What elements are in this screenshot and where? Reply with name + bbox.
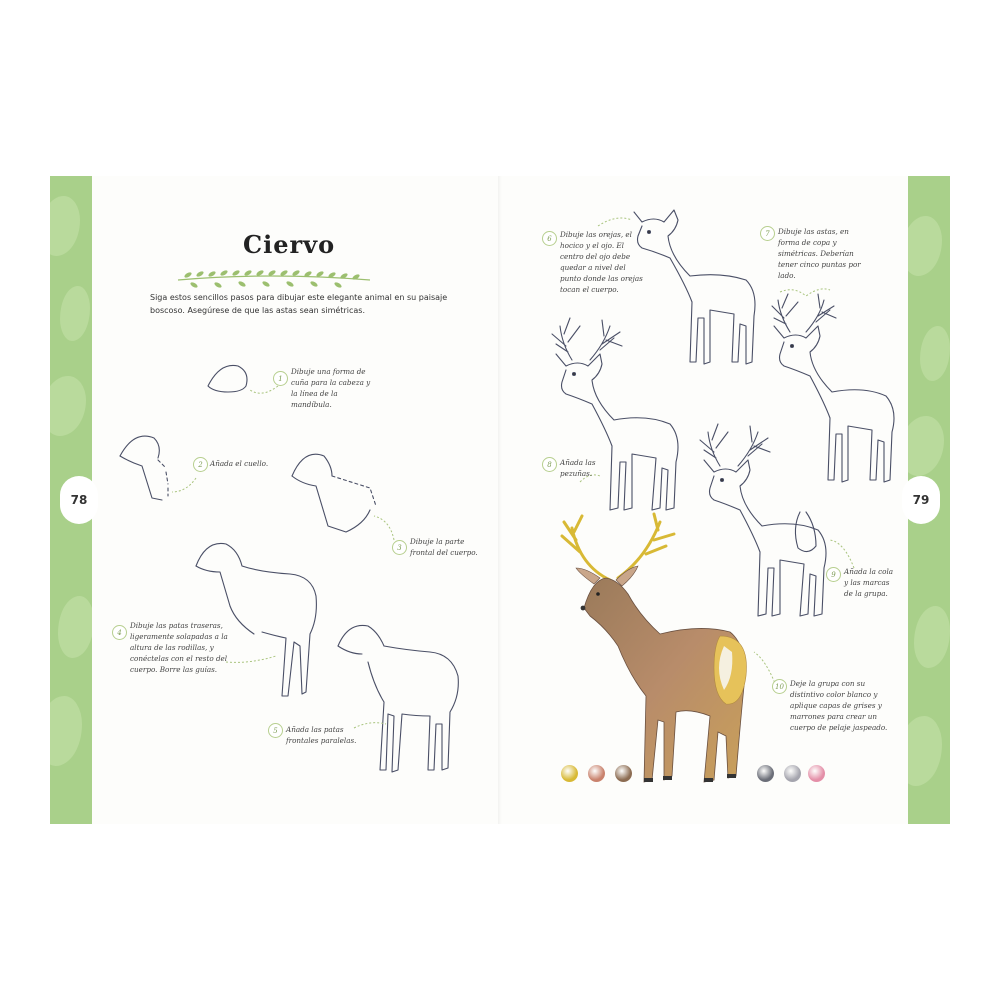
color-swatch <box>757 765 774 782</box>
step-badge: 7 <box>760 226 775 241</box>
color-swatch <box>615 765 632 782</box>
step-badge: 9 <box>826 567 841 582</box>
page-number-left: 78 <box>60 476 98 524</box>
step-text: Dibuje las astas, en forma de copa y simétricas. Deberían tener cinco puntas por lado. <box>778 227 861 280</box>
color-swatch <box>561 765 578 782</box>
step-text: Añada las pezuñas. <box>560 458 596 478</box>
step-text: Dibuje las patas traseras, ligeramente solapadas a la altura de las rodillas, y conéctelas con el resto del cuerpo. Borre las guías. <box>130 621 228 674</box>
step-text: Dibuje la parte frontal del cuerpo. <box>410 537 478 557</box>
page-title: Ciervo <box>243 230 336 259</box>
step-badge: 1 <box>273 371 288 386</box>
step-text: Dibuje las orejas, el hocico y el ojo. El centro del ojo debe quedar a nivel del punto donde las orejas tocan el cuerpo. <box>560 230 643 294</box>
color-swatch <box>784 765 801 782</box>
step-text: Deje la grupa con su distintivo color blanco y aplique capas de grises y marrones para crear un cuerpo de pelaje jaspeado. <box>790 679 888 732</box>
step-text: Añada las patas frontales paralelas. <box>286 725 357 745</box>
step-badge: 10 <box>772 679 787 694</box>
step-badge: 8 <box>542 457 557 472</box>
step-badge: 6 <box>542 231 557 246</box>
intro-paragraph: Siga estos sencillos pasos para dibujar este elegante animal en su paisaje boscoso. Asegúrese de que las astas sean simétricas. <box>150 293 448 315</box>
step-badge: 3 <box>392 540 407 555</box>
step-text: Añada el cuello. <box>210 459 269 468</box>
step-badge: 5 <box>268 723 283 738</box>
step-text: Dibuje una forma de cuña para la cabeza y la línea de la mandíbula. <box>291 367 371 409</box>
color-swatch <box>588 765 605 782</box>
step-text: Añada la cola y las marcas de la grupa. <box>844 567 894 598</box>
color-swatch <box>808 765 825 782</box>
book-spread <box>50 176 950 824</box>
page-number-right: 79 <box>902 476 940 524</box>
step-badge: 4 <box>112 625 127 640</box>
step-badge: 2 <box>193 457 208 472</box>
